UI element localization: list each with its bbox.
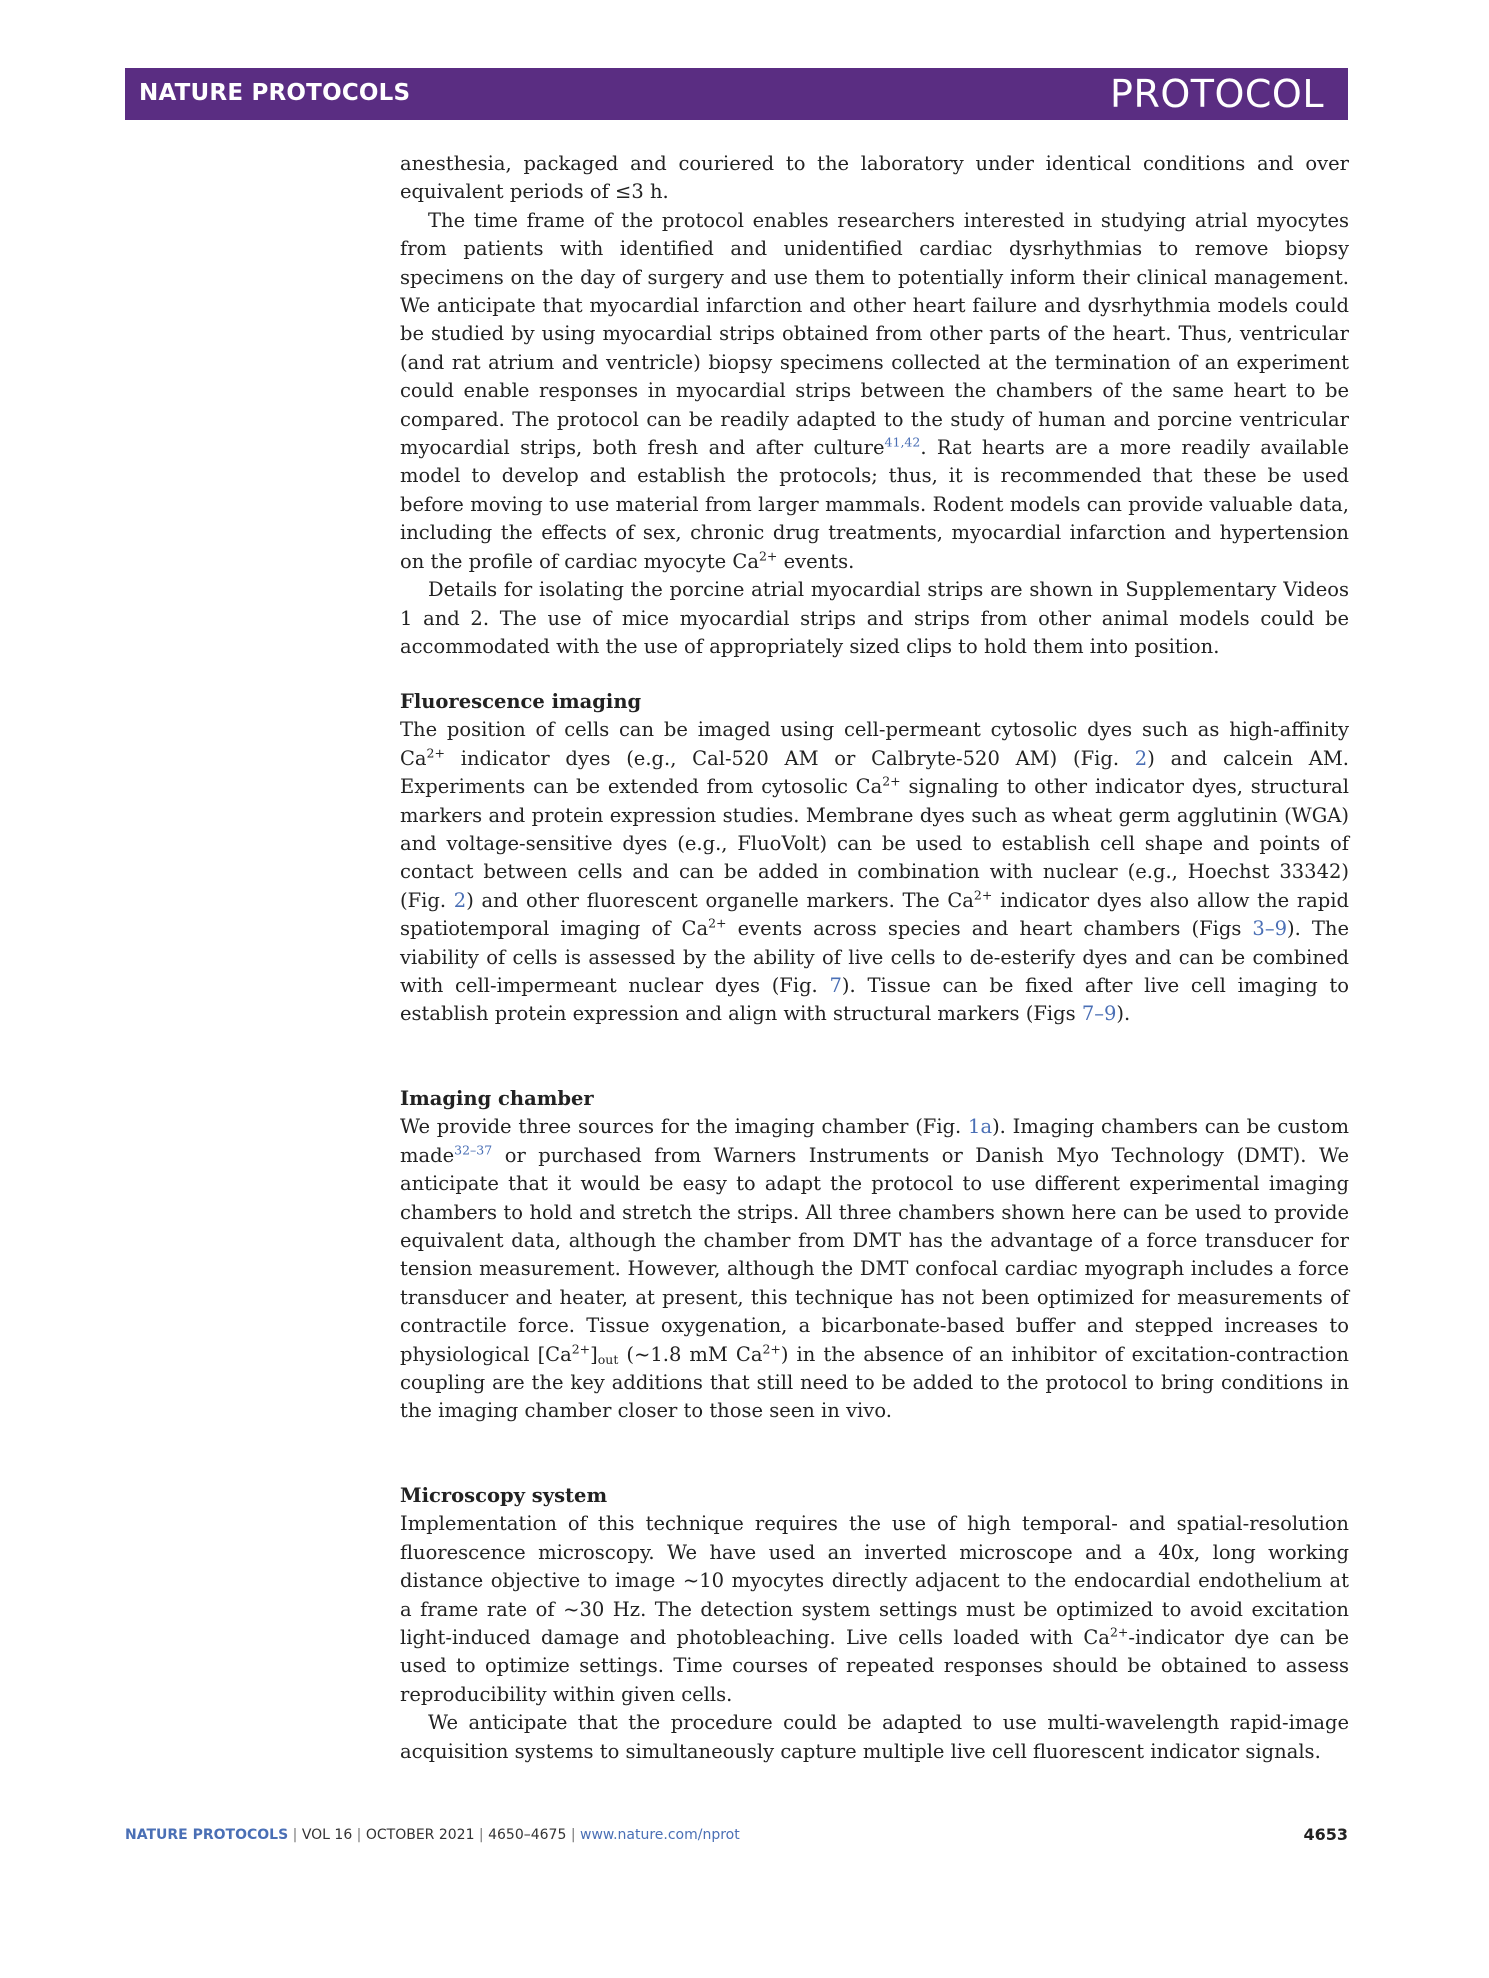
footer-url-link[interactable]: www.nature.com/nprot xyxy=(580,1827,740,1843)
paragraph-text: ). xyxy=(1116,1002,1131,1026)
superscript: 2+ xyxy=(708,915,727,931)
paragraph-text: events across species and heart chambers (Figs xyxy=(726,917,1253,941)
paragraph xyxy=(400,150,1349,207)
paragraph-text: ). Tissue can be fixed after live cell imaging to establish protein expression and align with structural markers (Figs xyxy=(400,974,1349,1026)
paragraph-text: signaling to other indicator dyes, structural markers and protein expression studies. Membrane dyes such as wheat germ agglutinin (WGA) and voltage-sensitive dyes (e.g., FluoVolt) can be used to establish cell shape and points of contact between cells and can be added in combination with nuclear (e.g., Hoechst 33342) (Fig. xyxy=(400,775,1349,912)
footer-journal: NATURE PROTOCOLS xyxy=(125,1827,289,1843)
citation-link[interactable]: 32–37 xyxy=(454,1142,493,1158)
paragraph-text: (~1.8 mM Ca xyxy=(618,1342,763,1366)
section-heading: Microscopy system xyxy=(400,1484,608,1507)
paragraph-text: ). Imaging chambers can be custom made xyxy=(400,1115,1349,1167)
figure-link[interactable]: 7 xyxy=(829,974,842,998)
paragraph-text: ] xyxy=(590,1342,598,1366)
subscript: out xyxy=(597,1351,619,1367)
section-heading: Imaging chamber xyxy=(400,1087,594,1110)
paragraph-text: Details for isolating the porcine atrial myocardial strips are shown in Supplementary Videos 1 and 2. The use of mice myocardial strips and strips from other animal models could be accommodated with the use of appropriately sized clips to hold them into position. xyxy=(400,578,1349,658)
footer-pages: 4650–4675 xyxy=(488,1827,567,1843)
paragraph-text: Implementation of this technique requires the use of high temporal- and spatial-resolution fluorescence microscopy. We have used an inverted microscope and a 40x, long working distance objective to image ~10 myocytes directly adjacent to the endocardial endothelium at a frame rate of ~30 Hz. The detection system settings must be optimized to avoid excitation light-induced damage and photobleaching. Live cells loaded with Ca xyxy=(400,1512,1349,1650)
paragraph-text: ) and other fluorescent organelle markers. The Ca xyxy=(466,888,974,912)
paragraph-text: anesthesia, packaged and couriered to the laboratory under identical conditions and over equivalent periods of ≤3 h. xyxy=(400,152,1349,204)
paragraph-text: We anticipate that the procedure could be adapted to use multi-wavelength rapid-image acquisition systems to simultaneously capture multiple live cell fluorescent indicator signals. xyxy=(400,1711,1349,1763)
section-imaging-chamber xyxy=(400,1085,1349,1426)
paragraph xyxy=(400,576,1349,661)
section-fluorescence-imaging xyxy=(400,688,1349,1029)
paragraph-text: . Rat hearts are a more readily available model to develop and establish the protocols; thus, it is recommended that these be used before moving to use material from larger mammals. Rodent models can provide valuable data, including the effects of sex, chronic drug treatments, myocardial infarction and hypertension on the profile of cardiac myocyte Ca xyxy=(400,436,1349,573)
figure-link[interactable]: 2 xyxy=(1134,746,1148,770)
superscript: 2+ xyxy=(882,773,901,789)
paragraph-text: ) in the absence of an inhibitor of excitation-contraction coupling are the key additions that still need to be added to the protocol to bring conditions in the imaging chamber closer to those seen in vivo. xyxy=(400,1342,1349,1423)
superscript: 2+ xyxy=(973,887,993,903)
paragraph xyxy=(400,1113,1349,1425)
paragraph-text: ). The viability of cells is assessed by the ability of live cells to de-esterify dyes and can be combined with cell-impermeant nuclear dyes (Fig. xyxy=(400,917,1349,998)
intro-text xyxy=(400,150,1349,661)
paragraph xyxy=(400,1510,1349,1709)
paragraph-text: We provide three sources for the imaging chamber (Fig. xyxy=(400,1115,969,1139)
footer-date: OCTOBER 2021 xyxy=(365,1827,475,1843)
article-type: PROTOCOL xyxy=(1110,72,1324,116)
header-bar xyxy=(125,68,1348,120)
paragraph-text: ) and calcein AM. Experiments can be extended from cytosolic Ca xyxy=(400,746,1349,799)
section-heading: Fluorescence imaging xyxy=(400,690,642,713)
paragraph-text: -indicator dye can be used to optimize settings. Time courses of repeated responses should be obtained to assess reproducibility within given cells. xyxy=(400,1626,1350,1706)
paragraph-text: indicator dyes also allow the rapid spatiotemporal imaging of Ca xyxy=(400,888,1349,941)
page-number: 4653 xyxy=(1303,1825,1348,1844)
figure-link[interactable]: 2 xyxy=(453,888,467,912)
paragraph-text: or purchased from Warners Instruments or Danish Myo Technology (DMT). We anticipate that it would be easy to adapt the protocol to use different experimental imaging chambers to hold and stretch the strips. All three chambers shown here can be used to provide equivalent data, although the chamber from DMT has the advantage of a force transducer for tension measurement. However, although the DMT confocal cardiac myograph includes a force transducer and heater, at present, this technique has not been optimized for measurements of contractile force. Tissue oxygenation, a bicarbonate-based buffer and stepped increases to physiological [Ca xyxy=(400,1143,1349,1366)
superscript: 2+ xyxy=(571,1341,591,1357)
paragraph xyxy=(400,1709,1349,1766)
figure-link[interactable]: 3–9 xyxy=(1252,917,1287,941)
superscript: 2+ xyxy=(426,745,445,761)
figure-link[interactable]: 1a xyxy=(968,1115,993,1139)
paragraph-text: The position of cells can be imaged using cell-permeant cytosolic dyes such as high-affinity Ca xyxy=(400,718,1349,770)
superscript: 2+ xyxy=(1109,1624,1129,1640)
journal-name: NATURE PROTOCOLS xyxy=(139,80,411,106)
citation-link[interactable]: 41,42 xyxy=(884,434,921,450)
paragraph xyxy=(400,207,1349,576)
footer-volume: VOL 16 xyxy=(301,1827,353,1843)
paragraph-text: The time frame of the protocol enables researchers interested in studying atrial myocytes from patients with identified and unidentified cardiac dysrhythmias to remove biopsy specimens on the day of surgery and use them to potentially inform their clinical management. We anticipate that myocardial infarction and other heart failure and dysrhythmia models could be studied by using myocardial strips obtained from other parts of the heart. Thus, ventricular (and rat atrium and ventricle) biopsy specimens collected at the termination of an experiment could enable responses in myocardial strips between the chambers of the same heart to be compared. The protocol can be readily adapted to the study of human and porcine ventricular myocardial strips, both fresh and after culture xyxy=(400,208,1349,460)
paragraph-text: indicator dyes (e.g., Cal-520 AM or Calbryte-520 AM) (Fig. xyxy=(444,746,1135,770)
paragraph xyxy=(400,716,1349,1028)
superscript: 2+ xyxy=(758,548,778,564)
footer-citation: NATURE PROTOCOLS | VOL 16 | OCTOBER 2021 | 4650–4675 | www.nature.com/nprot xyxy=(125,1827,740,1843)
superscript: 2+ xyxy=(762,1341,781,1357)
paragraph-text: events. xyxy=(777,549,855,573)
section-microscopy-system xyxy=(400,1482,1349,1766)
figure-link[interactable]: 7–9 xyxy=(1081,1002,1117,1026)
